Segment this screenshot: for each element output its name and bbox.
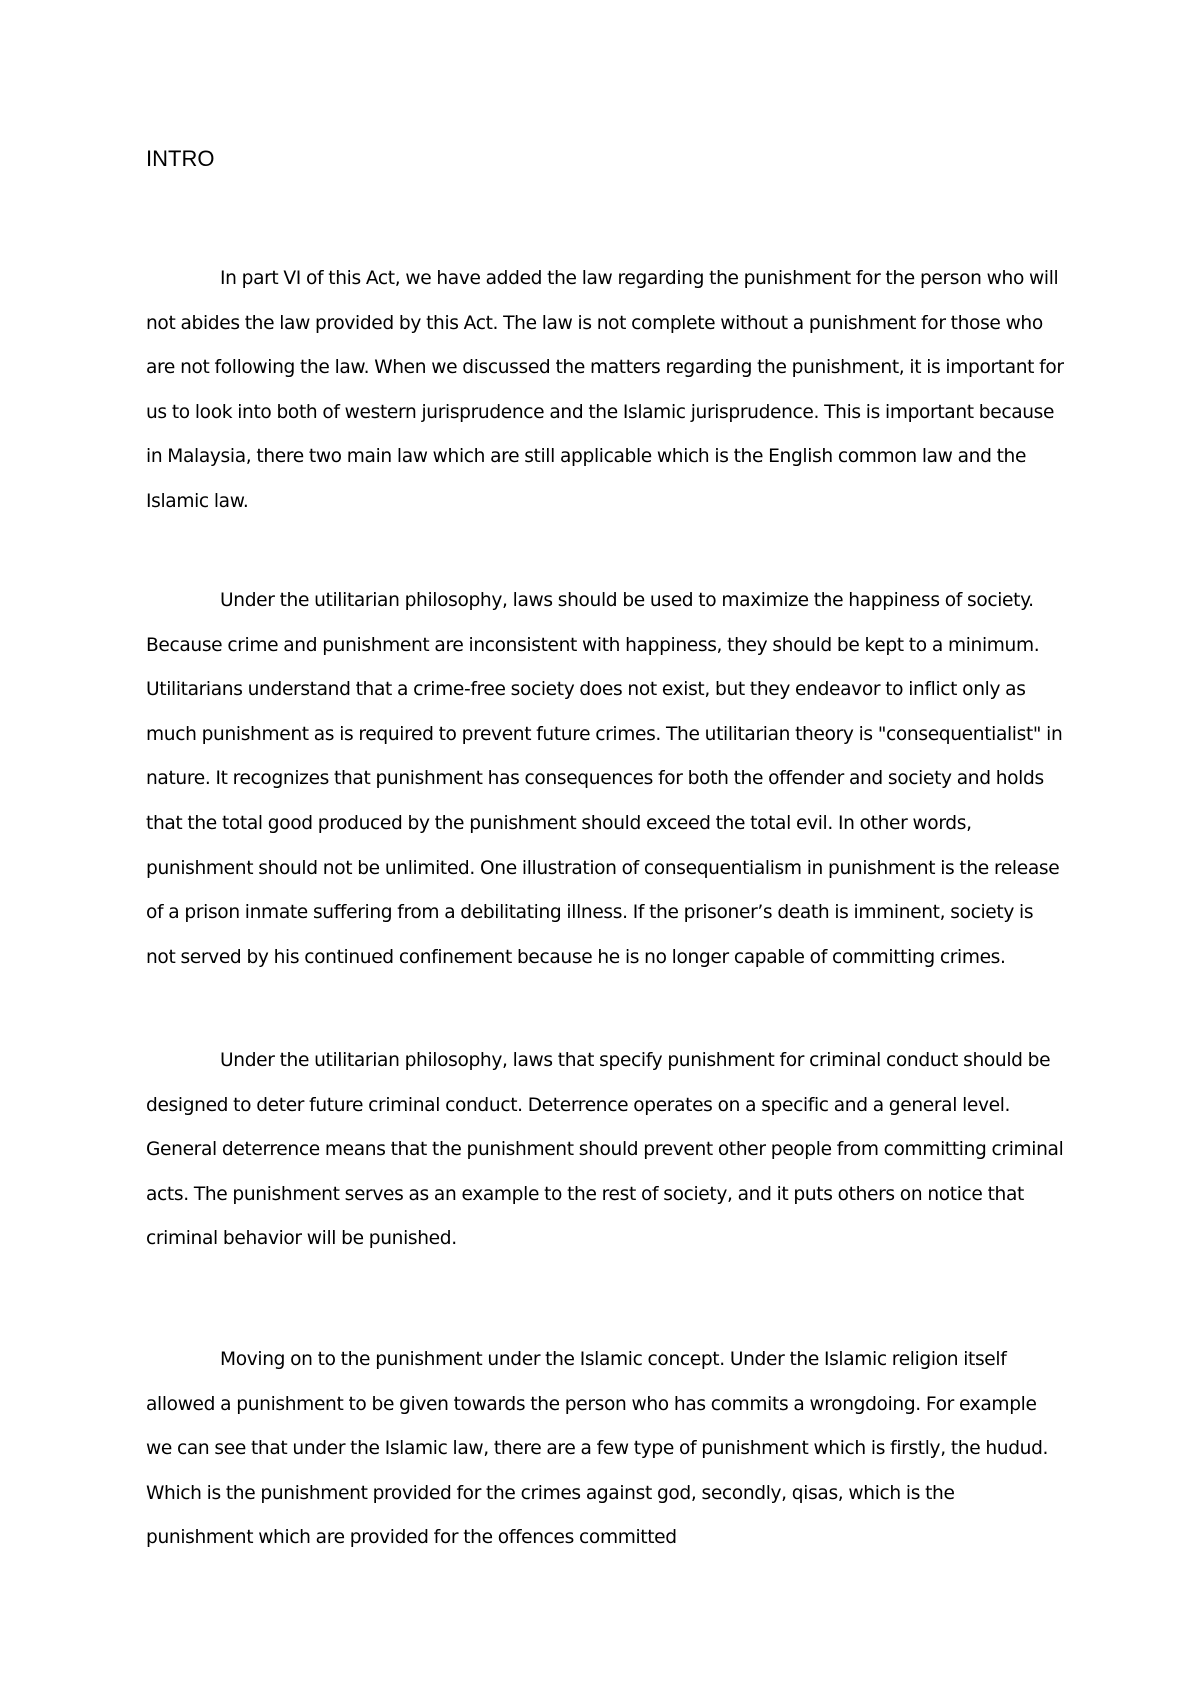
paragraph-utilitarian-happiness: Under the utilitarian philosophy, laws should be used to maximize the happiness of society. Because crime and punishment are inconsistent with happiness, they should be kept to a minimum. Utilitarians understand that a crime-free society does not exist, but they endeavor to inflict only as much punishment as is required to prevent future crimes. The utilitarian theory is "consequentialist" in nature. It recognizes that punishment has consequences for both the offender and society and holds that the total good produced by the punishment should exceed the total evil. In other words, punishment should not be unlimited. One illustration of consequentialism in punishment is the release of a prison inmate suffering from a debilitating illness. If the prisoner’s death is imminent, society is not served by his continued confinement because he is no longer capable of committing crimes.: [146, 590, 1063, 968]
paragraph-islamic-concept: Moving on to the punishment under the Islamic concept. Under the Islamic religion itself allowed a punishment to be given towards the person who has commits a wrongdoing. For example we can see that under the Islamic law, there are a few type of punishment which is firstly, the hudud. Which is the punishment provided for the crimes against god, secondly, qisas, which is the punishment which are provided for the offences committed: [146, 1349, 1049, 1549]
paragraph-part-vi: In part VI of this Act, we have added the law regarding the punishment for the person who will not abides the law provided by this Act. The law is not complete without a punishment for those who are not following the law. When we discussed the matters regarding the punishment, it is important for us to look into both of western jurisprudence and the Islamic jurisprudence. This is important because in Malaysia, there two main law which are still applicable which is the English common law and the Islamic law.: [146, 268, 1064, 512]
section-heading: INTRO: [146, 146, 215, 171]
paragraph-utilitarian-deterrence: Under the utilitarian philosophy, laws that specify punishment for criminal conduct should be designed to deter future criminal conduct. Deterrence operates on a specific and a general level. General deterrence means that the punishment should prevent other people from committing criminal acts. The punishment serves as an example to the rest of society, and it puts others on notice that criminal behavior will be punished.: [146, 1050, 1064, 1250]
